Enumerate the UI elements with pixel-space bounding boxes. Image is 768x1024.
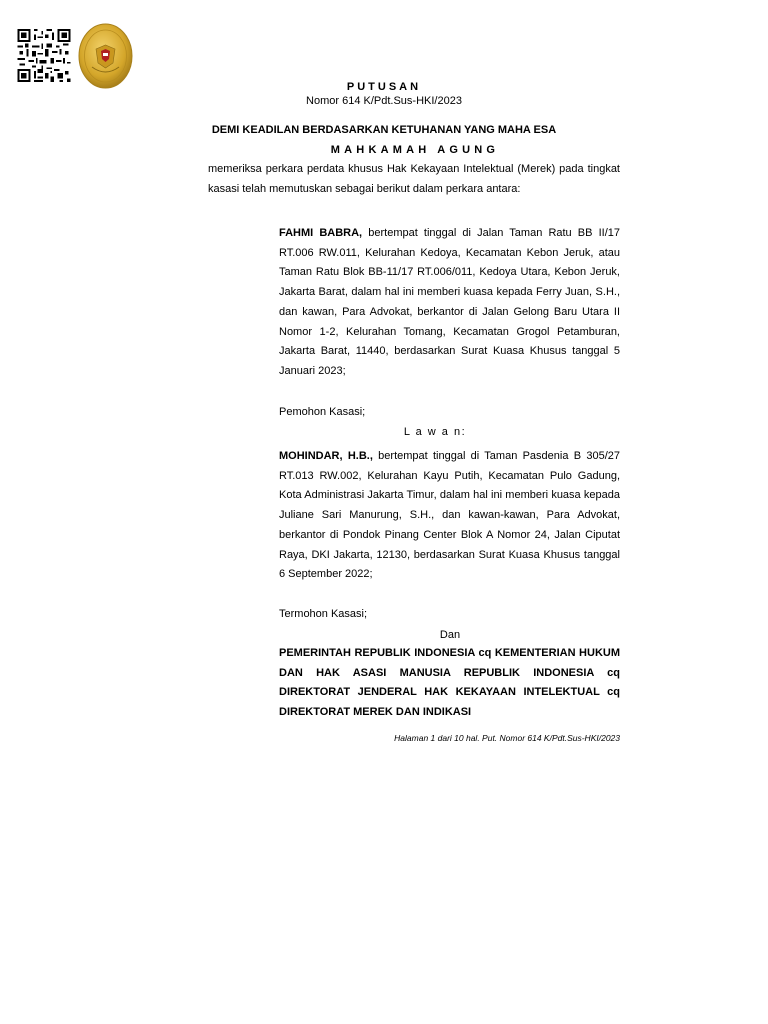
party1-name: FAHMI BABRA,	[279, 227, 363, 239]
party3-paragraph: PEMERINTAH REPUBLIK INDONESIA cq KEMENTERIAN HUKUM DAN HAK ASASI MANUSIA REPUBLIK INDONESIA cq DIREKTORAT JENDERAL HAK KEKAYAAN INTELEKTUAL cq DIREKTORAT MEREK DAN INDIKASI	[279, 647, 620, 719]
party1-paragraph	[279, 224, 620, 382]
qr-code-icon	[15, 29, 73, 82]
irah-irah-heading: DEMI KEADILAN BERDASARKAN KETUHANAN YANG MAHA ESA	[211, 124, 557, 136]
party2-name: MOHINDAR, H.B.,	[279, 450, 373, 462]
party1-role: Pemohon Kasasi;	[279, 406, 366, 418]
court-name: MAHKAMAH AGUNG	[330, 144, 500, 156]
dan-separator: Dan	[439, 629, 461, 641]
party2-role: Termohon Kasasi;	[279, 608, 368, 620]
lawan-separator: L a w a n:	[403, 426, 467, 438]
case-number: Nomor 614 K/Pdt.Sus-HKI/2023	[306, 95, 462, 107]
document-title: PUTUSAN	[346, 81, 422, 93]
page-footer: Halaman 1 dari 10 hal. Put. Nomor 614 K/Pdt.Sus-HKI/2023	[394, 733, 620, 743]
intro-paragraph: memeriksa perkara perdata khusus Hak Kekayaan Intelektual (Merek) pada tingkat kasasi telah memutuskan sebagai berikut dalam perkara antara:	[208, 163, 620, 195]
party1-text: bertempat tinggal di Jalan Taman Ratu BB II/17 RT.006 RW.011, Kelurahan Kedoya, Kecamatan Kebon Jeruk, atau Taman Ratu Blok BB-11/17 RT.006/011, Kedoya Utara, Kebon Jeruk, Jakarta Barat, dalam hal ini memberi kuasa kepada Ferry Juan, S.H., dan kawan, Para Advokat, berkantor di Jalan Gelong Baru Utara II Nomor 1-2, Kelurahan Tomang, Kecamatan Grogol Petamburan, Jakarta Barat, 11440, berdasarkan Surat Kuasa Khusus tanggal 5 Januari 2023;	[279, 227, 620, 377]
party2-paragraph	[279, 447, 620, 585]
party2-text: bertempat tinggal di Taman Pasdenia B 305/27 RT.013 RW.002, Kelurahan Kayu Putih, Kecamatan Pulo Gadung, Kota Administrasi Jakarta Timur, dalam hal ini memberi kuasa kepada Juliane Sari Manurung, S.H., dan kawan-kawan, Para Advokat, berkantor di Pondok Pinang Center Blok A Nomor 24, Jalan Ciputat Raya, DKI Jakarta, 12130, berdasarkan Surat Kuasa Khusus tanggal 6 September 2022;	[279, 450, 620, 581]
